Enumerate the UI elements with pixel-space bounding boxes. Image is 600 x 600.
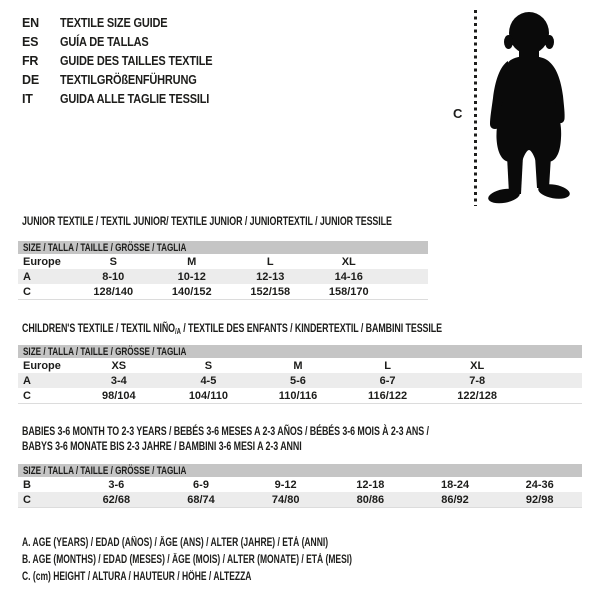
babies-size-table <box>18 464 582 508</box>
language-title: TEXTILGRÖßENFÜHRUNG <box>60 72 197 87</box>
size-header-bar: SIZE / TALLA / TAILLE / GRÖSSE / TAGLIA <box>18 241 428 254</box>
height-measure-label: C <box>453 106 463 121</box>
table-cell: 68/74 <box>187 493 215 506</box>
babies-section-title: BABIES 3-6 MONTH TO 2-3 YEARS / BEBÉS 3-6 MESES A 2-3 AÑOS / BÉBÉS 3-6 MOIS À 2-3 ANS / BABYS 3-6 MONATE BIS 2-3 JAHRE / BAMBINI 3-6 MESI A 2-3 ANNI <box>22 424 429 453</box>
children-section-title: CHILDREN'S TEXTILE / TEXTIL $NIÑO_{/A}$ / TEXTILE DES ENFANTS / KINDERTEXTIL / BAMBINI TESSILE <box>22 321 443 336</box>
legend-line: B. AGE (MONTHS) / EDAD (MESES) / ÂGE (MOIS) / ALTER (MONATE) / ETÀ (MESI) <box>22 554 352 566</box>
row-label: A <box>23 374 31 387</box>
row-label: C <box>23 493 31 506</box>
language-title: GUIDE DES TAILLES TEXTILE <box>60 53 213 68</box>
table-cell: 8-10 <box>102 270 125 283</box>
language-item <box>22 51 233 70</box>
row-label: C <box>23 285 31 298</box>
table-row <box>18 358 582 373</box>
table-cell: 158/170 <box>328 285 369 298</box>
table-cell: 14-16 <box>334 270 363 283</box>
row-label: B <box>23 478 31 491</box>
table-cell: 80/86 <box>356 493 385 506</box>
table-cell: 3-6 <box>108 478 125 491</box>
row-label: C <box>23 389 31 402</box>
language-title: TEXTILE SIZE GUIDE <box>60 15 168 30</box>
size-header-bar: SIZE / TALLA / TAILLE / GRÖSSE / TAGLIA <box>18 464 582 477</box>
language-item <box>22 70 233 89</box>
table-cell: 74/80 <box>271 493 300 506</box>
table-cell: 24-36 <box>525 478 554 491</box>
table-cell: 12-18 <box>356 478 385 491</box>
table-cell: L <box>266 255 274 268</box>
language-title: GUÍA DE TALLAS <box>60 34 149 49</box>
table-cell: 152/158 <box>250 285 291 298</box>
language-item <box>22 13 233 32</box>
table-row <box>18 388 582 403</box>
table-cell: 92/98 <box>525 493 554 506</box>
table-cell: 116/122 <box>368 389 408 402</box>
table-cell: S <box>109 255 117 268</box>
table-cell: 6-9 <box>193 478 209 491</box>
language-code: IT <box>22 91 33 106</box>
table-cell: 5-6 <box>290 374 306 387</box>
table-cell: 110/116 <box>278 389 318 402</box>
table-cell: 18-24 <box>440 478 470 491</box>
table-cell: 9-12 <box>274 478 297 491</box>
table-row <box>18 373 582 388</box>
language-code: FR <box>22 53 39 68</box>
table-cell: 122/128 <box>457 389 498 402</box>
table-cell: 86/92 <box>441 493 469 506</box>
language-code: DE <box>22 72 39 87</box>
language-code: ES <box>22 34 39 49</box>
table-cell: M <box>293 359 303 372</box>
size-header-bar: SIZE / TALLA / TAILLE / GRÖSSE / TAGLIA <box>18 345 582 358</box>
table-row <box>18 492 582 507</box>
junior-size-table <box>18 241 428 300</box>
language-title-list <box>22 13 233 108</box>
row-label: A <box>23 270 31 283</box>
language-item <box>22 32 233 51</box>
table-cell: XL <box>470 359 485 372</box>
table-cell: 128/140 <box>93 285 134 298</box>
language-item <box>22 89 233 108</box>
table-cell: 4-5 <box>200 374 217 387</box>
language-title: GUIDA ALLE TAGLIE TESSILI <box>60 91 210 106</box>
row-label: Europe <box>23 255 61 268</box>
legend-line: C. (cm) HEIGHT / ALTURA / HAUTEUR / HÖHE / ALTEZZA <box>22 571 252 583</box>
table-row <box>18 254 428 269</box>
table-cell: 7-8 <box>469 374 486 387</box>
junior-section-title: JUNIOR TEXTILE / TEXTIL JUNIOR/ TEXTILE JUNIOR / JUNIORTEXTIL / JUNIOR TESSILE <box>22 214 392 228</box>
table-cell: XL <box>341 255 356 268</box>
table-cell: XS <box>111 359 127 372</box>
table-cell: M <box>187 255 197 268</box>
table-cell: 12-13 <box>256 270 285 283</box>
table-cell: 140/152 <box>171 285 212 298</box>
legend-line: A. AGE (YEARS) / EDAD (AÑOS) / ÂGE (ANS) / ALTER (JAHRE) / ETÀ (ANNI) <box>22 537 329 549</box>
baby-silhouette-icon <box>478 6 578 208</box>
table-cell: 62/68 <box>102 493 131 506</box>
table-row <box>18 269 428 284</box>
table-cell: 6-7 <box>379 374 396 387</box>
table-row <box>18 477 582 492</box>
legend <box>22 537 468 588</box>
table-cell: 98/104 <box>101 389 136 402</box>
children-size-table <box>18 345 582 404</box>
table-cell: 3-4 <box>110 374 127 387</box>
table-cell: S <box>204 359 213 372</box>
row-label: Europe <box>23 359 61 372</box>
height-measure-line <box>474 10 477 206</box>
table-row <box>18 284 428 299</box>
table-cell: 104/110 <box>188 389 228 402</box>
table-cell: 10-12 <box>177 270 206 283</box>
language-code: EN <box>22 15 39 30</box>
table-cell: L <box>384 359 391 372</box>
title-subscript: /A <box>175 327 181 336</box>
